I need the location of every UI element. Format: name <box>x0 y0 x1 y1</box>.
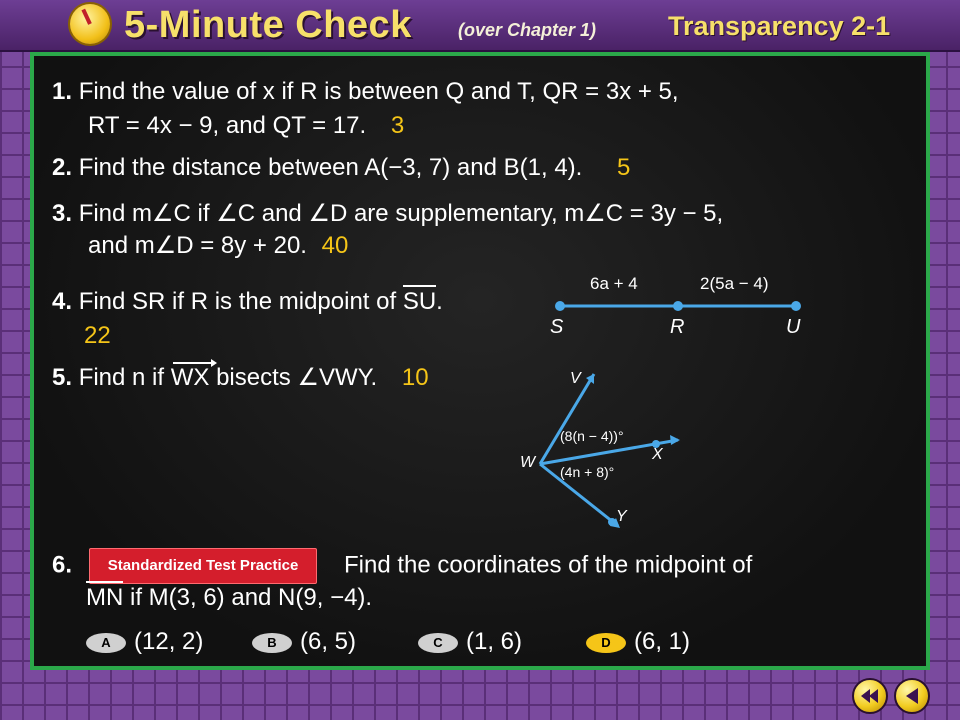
choice-b-oval: B <box>252 633 292 653</box>
label-angle-lower: (4n + 8)° <box>560 464 615 480</box>
question-1-line2: RT = 4x − 9, and QT = 17. <box>88 112 367 139</box>
label-2-5a-minus-4: 2(5a − 4) <box>700 274 769 293</box>
choice-a[interactable] <box>86 628 203 656</box>
question-6-line1: Find the coordinates of the midpoint of <box>343 551 753 579</box>
label-x: X <box>652 446 663 463</box>
question-4-text: Find SR if R is the midpoint of <box>78 288 397 315</box>
label-w: W <box>520 454 536 471</box>
point-r-dot <box>673 301 683 311</box>
question-3-line2-row <box>88 230 348 262</box>
rewind-button[interactable] <box>852 678 888 714</box>
choice-c[interactable] <box>418 628 522 656</box>
choice-c-oval: C <box>418 633 458 653</box>
question-3: 3. Find m∠C if ∠C and ∠D are supplementary, m∠C = 3y − 5, <box>52 200 724 227</box>
question-5-text: Find n if <box>78 364 165 391</box>
segment-mn: MN <box>86 581 123 611</box>
label-y: Y <box>616 508 627 525</box>
angle-diagram <box>34 56 35 57</box>
question-1-line2-row <box>88 110 404 142</box>
back-arrow-icon <box>894 678 930 714</box>
page-title: 5-Minute Check <box>124 4 412 46</box>
answer-3: 40 <box>321 232 349 259</box>
question-5-text-after: bisects ∠VWY. <box>216 364 378 391</box>
choice-b[interactable] <box>252 628 356 656</box>
question-2: 2. Find the distance between A(−3, 7) and B(1, 4). 5 <box>52 154 631 181</box>
transparency-label: Transparency 2-1 <box>668 11 891 41</box>
question-3-line1: Find m∠C if ∠C and ∠D are supplementary, m∠C = 3y − 5, <box>78 200 724 227</box>
choice-d[interactable] <box>586 628 690 656</box>
question-3-line2: and m∠D = 8y + 20. <box>88 232 307 259</box>
choice-d-oval: D <box>586 633 626 653</box>
ray-arrow-icon <box>171 358 217 368</box>
standardized-test-badge: Standardized Test Practice <box>89 548 318 584</box>
choice-c-text: (1, 6) <box>466 628 523 655</box>
answer-5: 10 <box>401 364 429 391</box>
label-angle-upper: (8(n − 4))° <box>560 428 624 444</box>
header-bar <box>0 0 960 52</box>
chalkboard <box>30 52 930 670</box>
rewind-icon <box>852 678 888 714</box>
label-6a-plus-4: 6a + 4 <box>590 274 638 293</box>
back-button[interactable] <box>894 678 930 714</box>
page-subtitle: (over Chapter 1) <box>458 20 597 40</box>
label-v: V <box>570 370 581 387</box>
choice-a-oval: A <box>86 633 126 653</box>
question-1-line1: Find the value of x if R is between Q and T, QR = 3x + 5, <box>78 78 679 105</box>
answer-4: 22 <box>84 322 111 349</box>
question-6-line2: if M(3, 6) and N(9, −4). <box>130 584 373 611</box>
question-2-text: Find the distance between A(−3, 7) and B(1, 4). <box>78 154 583 181</box>
choice-b-text: (6, 5) <box>300 628 357 655</box>
point-s-dot <box>555 301 565 311</box>
answer-1: 3 <box>390 112 405 139</box>
choice-a-text: (12, 2) <box>134 628 204 655</box>
choice-d-text: (6, 1) <box>634 628 691 655</box>
question-5: 5. Find n if WX bisects ∠VWY. 10 <box>52 362 429 394</box>
label-u: U <box>786 316 801 338</box>
clock-icon <box>70 4 110 44</box>
question-6: 6. Standardized Test Practice Find the coordinates of the midpoint of <box>52 548 752 584</box>
segment-su: SU <box>403 285 436 315</box>
answer-2: 5 <box>617 154 631 181</box>
label-r: R <box>670 316 685 338</box>
ray-wx: WX <box>171 362 210 394</box>
label-s: S <box>550 316 564 338</box>
point-u-dot <box>791 301 801 311</box>
question-4: 4. Find SR if R is the midpoint of SU. <box>52 286 443 318</box>
question-6-line2-row <box>86 582 372 614</box>
question-1: 1. Find the value of x if R is between Q and T, QR = 3x + 5, <box>52 78 679 105</box>
